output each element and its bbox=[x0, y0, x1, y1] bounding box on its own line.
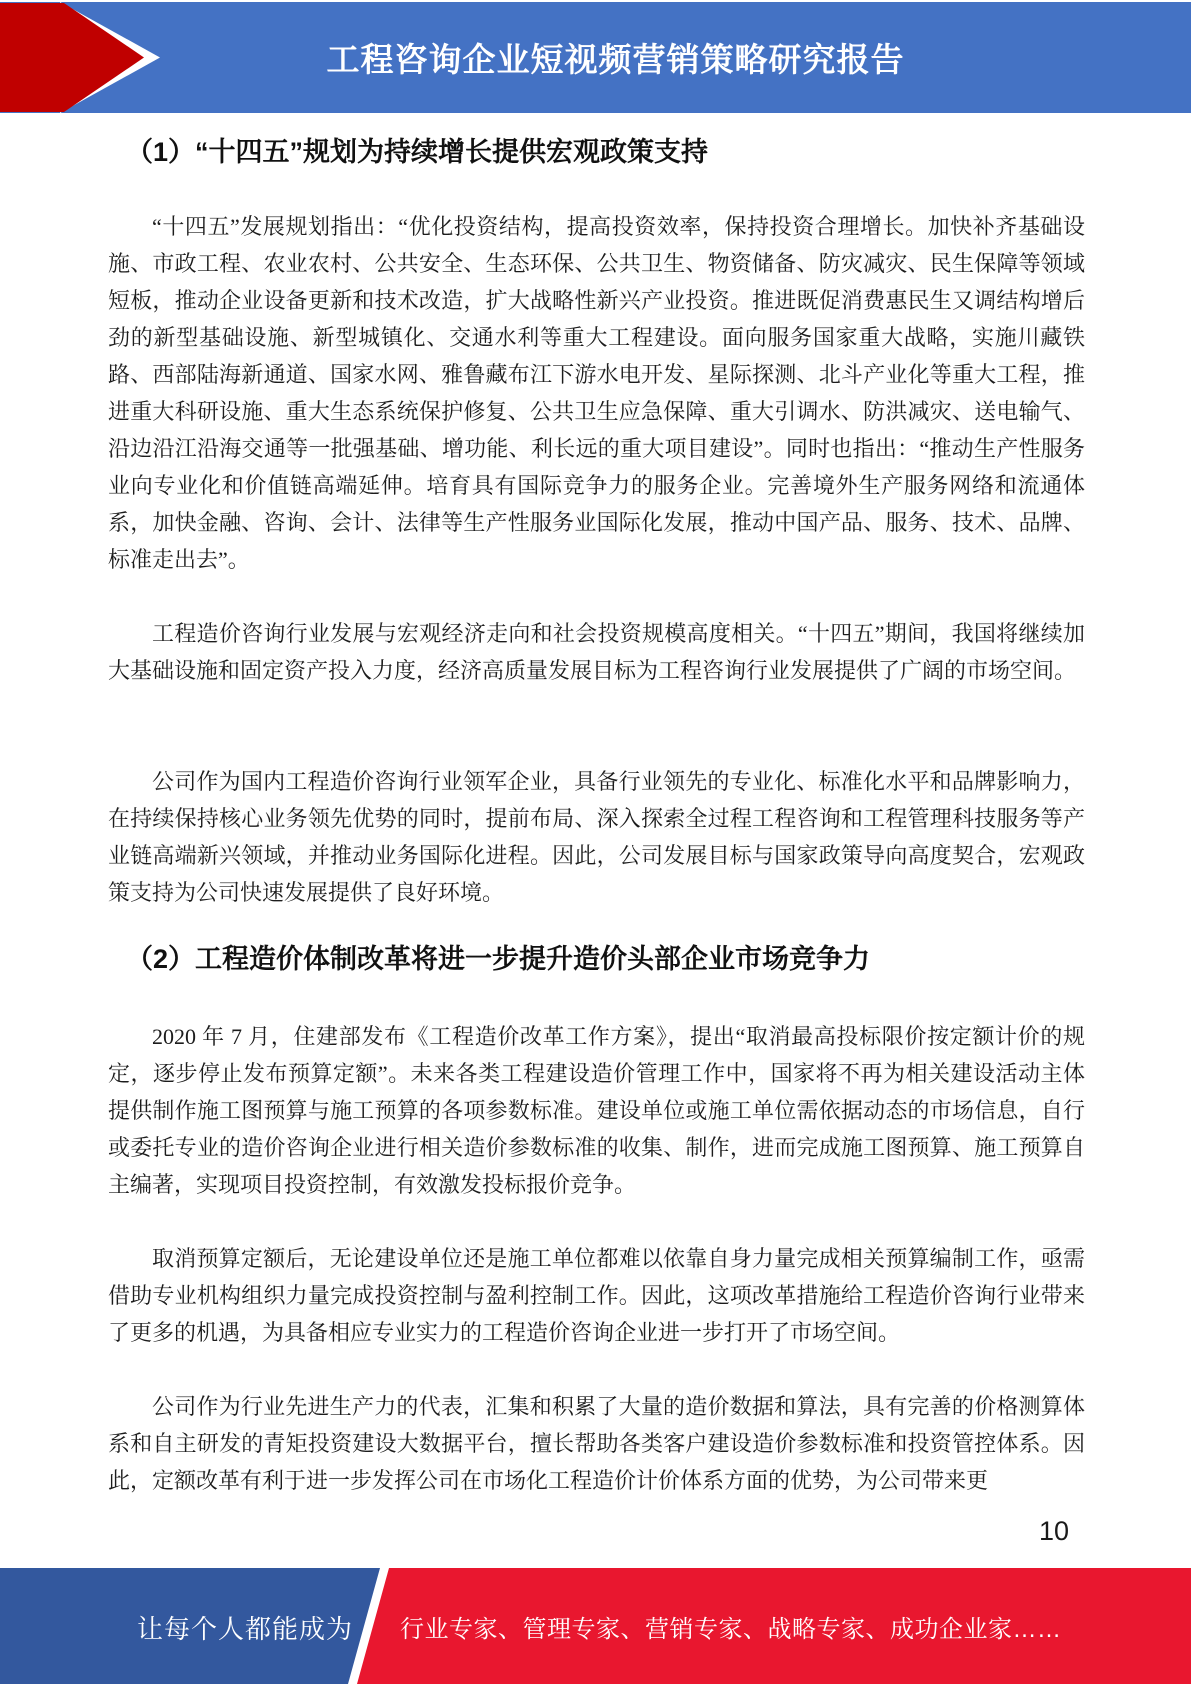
footer-slogan-right: 行业专家、管理专家、营销专家、战略专家、成功企业家…… bbox=[400, 1616, 1062, 1643]
page-title: 工程咨询企业短视频营销策略研究报告 bbox=[326, 41, 905, 78]
body-paragraph: 公司作为国内工程造价咨询行业领军企业，具备行业领先的专业化、标准化水平和品牌影响力，在持续保持核心业务领先优势的同时，提前布局、深入探索全过程工程咨询和工程管理科技服务等产业链高端新兴领域，并推动业务国际化进程。因此，公司发展目标与国家政策导向高度契合，宏观政策支持为公司快速发展提供了良好环境。 bbox=[108, 769, 1085, 905]
body-paragraph: 取消预算定额后，无论建设单位还是施工单位都难以依靠自身力量完成相关预算编制工作，亟需借助专业机构组织力量完成投资控制与盈利控制工作。因此，这项改革措施给工程造价咨询行业带来了更多的机遇，为具备相应专业实力的工程造价咨询企业进一步打开了市场空间。 bbox=[108, 1246, 1085, 1345]
header-band bbox=[0, 2, 1191, 113]
footer-slogan-left: 让每个人都能成为 bbox=[137, 1614, 354, 1644]
section-heading-2: （2）工程造价体制改革将进一步提升造价头部企业市场竞争力 bbox=[126, 944, 871, 974]
body-paragraph: 工程造价咨询行业发展与宏观经济走向和社会投资规模高度相关。“十四五”期间，我国将继续加大基础设施和固定资产投入力度，经济高质量发展目标为工程咨询行业发展提供了广阔的市场空间。 bbox=[108, 621, 1085, 683]
body-paragraph: 公司作为行业先进生产力的代表，汇集和积累了大量的造价数据和算法，具有完善的价格测算体系和自主研发的青矩投资建设大数据平台，擅长帮助各类客户建设造价参数标准和投资管控体系。因此，定额改革有利于进一步发挥公司在市场化工程造价计价体系方面的优势，为公司带来更 bbox=[108, 1394, 1085, 1493]
footer-band bbox=[0, 1568, 1191, 1684]
body-paragraph: 2020 年 7 月，住建部发布《工程造价改革工作方案》，提出“取消最高投标限价按定额计价的规定，逐步停止发布预算定额”。未来各类工程建设造价管理工作中，国家将不再为相关建设活动主体提供制作施工图预算与施工预算的各项参数标准。建设单位或施工单位需依据动态的市场信息，自行或委托专业的造价咨询企业进行相关造价参数标准的收集、制作，进而完成施工图预算、施工预算自主编著，实现项目投资控制，有效激发投标报价竞争。 bbox=[108, 1024, 1085, 1197]
page-number: 10 bbox=[1038, 1516, 1069, 1546]
body-paragraph: “十四五”发展规划指出：“优化投资结构，提高投资效率，保持投资合理增长。加快补齐基础设施、市政工程、农业农村、公共安全、生态环保、公共卫生、物资储备、防灾减灾、民生保障等领域短板，推动企业设备更新和技术改造，扩大战略性新兴产业投资。推进既促消费惠民生又调结构增后劲的新型基础设施、新型城镇化、交通水利等重大工程建设。面向服务国家重大战略，实施川藏铁路、西部陆海新通道、国家水网、雅鲁藏布江下游水电开发、星际探测、北斗产业化等重大工程，推进重大科研设施、重大生态系统保护修复、公共卫生应急保障、重大引调水、防洪减灾、送电输气、沿边沿江沿海交通等一批强基础、增功能、利长远的重大项目建设”。同时也指出：“推动生产性服务业向专业化和价值链高端延伸。培育具有国际竞争力的服务企业。完善境外生产服务网络和流通体系，加快金融、咨询、会计、法律等生产性服务业国际化发展，推动中国产品、服务、技术、品牌、标准走出去”。 bbox=[108, 214, 1085, 572]
section-heading-1: （1）“十四五”规划为持续增长提供宏观政策支持 bbox=[126, 137, 709, 167]
